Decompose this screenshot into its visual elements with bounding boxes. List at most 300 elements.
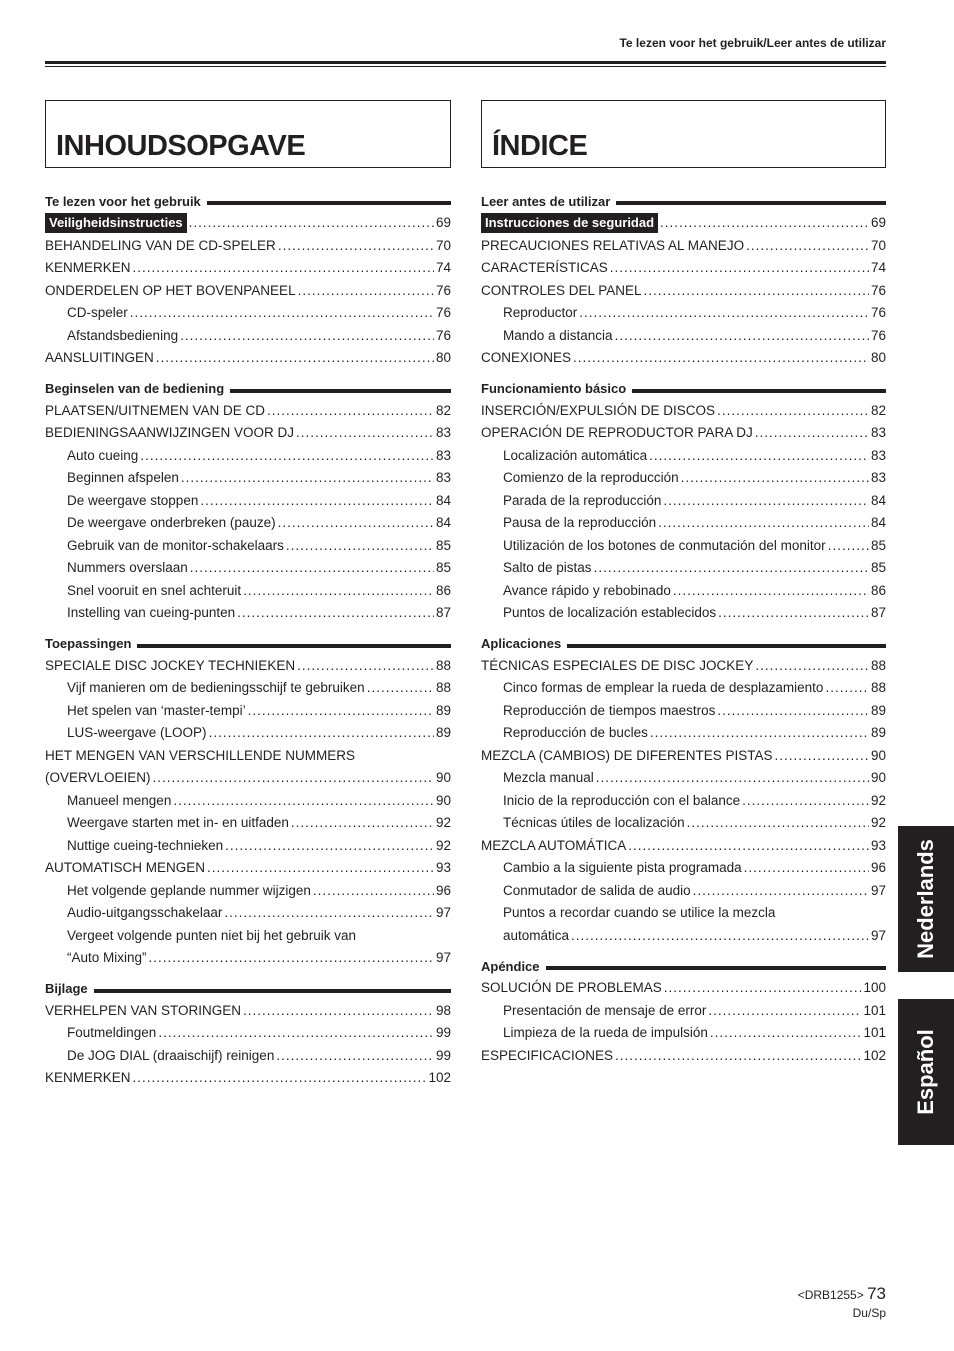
toc-entry-title: Nummers overslaan (67, 560, 188, 575)
toc-entry[interactable] (45, 400, 451, 423)
toc-entry[interactable] (481, 677, 886, 700)
section-heading (481, 955, 886, 977)
section-heading (45, 190, 451, 212)
language-tab-label: Español (913, 1029, 938, 1115)
toc-entry-title: Reproducción de bucles (503, 725, 648, 740)
dot-leader (717, 400, 869, 423)
toc-entry-title: “Auto Mixing” (67, 950, 147, 965)
dot-leader (658, 512, 869, 535)
dot-leader (664, 977, 862, 1000)
toc-entry[interactable] (45, 947, 451, 970)
toc-entry-title: Parada de la reproducción (503, 492, 662, 508)
dot-leader (224, 902, 434, 925)
toc-entry-title: CARACTERÍSTICAS (481, 260, 608, 275)
toc-entry-title: Presentación de mensaje de error (503, 1002, 707, 1018)
dot-leader (571, 925, 869, 948)
toc-entry-title: CONTROLES DEL PANEL (481, 282, 642, 298)
toc-entry-page: 85 (435, 560, 451, 575)
dot-leader (248, 700, 434, 723)
toc-entry-title: Auto cueing (67, 447, 139, 463)
section-rule (632, 389, 886, 393)
dot-leader (158, 1022, 434, 1045)
dot-leader (610, 257, 869, 280)
toc-entry-page: 74 (870, 260, 886, 275)
title-box (45, 100, 451, 168)
toc-entry-page: 97 (870, 927, 886, 943)
toc-entry[interactable] (45, 700, 451, 723)
dot-leader (207, 857, 434, 880)
dot-leader (286, 535, 434, 558)
toc-entry-page: 76 (435, 305, 451, 320)
toc-entry[interactable] (481, 880, 886, 903)
toc-entry-title: Het spelen van ‘master-tempi’ (67, 702, 246, 718)
toc-entry-page: 76 (870, 305, 886, 320)
toc-entry-title: SOLUCIÓN DE PROBLEMAS (481, 980, 662, 995)
toc-entry-title: KENMERKEN (45, 260, 131, 275)
dot-leader (243, 580, 434, 603)
dot-leader (313, 880, 434, 903)
dot-leader (225, 835, 434, 858)
header-rule-thin (45, 66, 886, 67)
toc-entry[interactable] (481, 857, 886, 880)
toc-entry[interactable] (481, 325, 886, 348)
dot-leader (615, 325, 869, 348)
dot-leader (718, 602, 869, 625)
toc-entry[interactable] (45, 422, 451, 445)
page-title: INHOUDSOPGAVE (56, 130, 306, 162)
dot-leader (209, 722, 434, 745)
page-title: ÍNDICE (492, 130, 588, 162)
toc-entry-title: Nuttige cueing-technieken (67, 837, 224, 853)
toc-entry-page: 102 (863, 1047, 886, 1063)
toc-entry-page: 96 (435, 882, 451, 898)
toc-entry-page: 99 (435, 1047, 451, 1063)
toc-entry[interactable] (481, 257, 886, 280)
dot-leader (693, 880, 869, 903)
toc-entry[interactable] (45, 1022, 451, 1045)
section-heading (45, 978, 451, 1000)
toc-entry[interactable] (481, 655, 886, 678)
dot-leader (190, 557, 434, 580)
toc-entry-page: 90 (435, 792, 451, 808)
dot-leader (243, 1000, 434, 1023)
section-heading-label: Toepassingen (45, 636, 132, 651)
section-heading-label: Te lezen voor het gebruik (45, 193, 201, 209)
toc-entry-title: Comienzo de la reproducción (503, 470, 679, 485)
dot-leader (687, 812, 869, 835)
dot-leader (278, 235, 434, 258)
toc-entry[interactable] (481, 422, 886, 445)
toc-entry-title: Snel vooruit en snel achteruit (67, 582, 242, 598)
toc-entry-page: 82 (435, 402, 451, 418)
toc-entry[interactable] (481, 580, 886, 603)
dot-leader (267, 400, 434, 423)
toc-entry-page: 83 (870, 470, 886, 485)
dot-leader (579, 302, 869, 325)
dot-leader (742, 790, 869, 813)
toc-entry[interactable] (481, 347, 886, 370)
toc-list (45, 190, 451, 1090)
toc-entry[interactable] (481, 445, 886, 468)
toc-entry[interactable] (45, 655, 451, 678)
toc-entry-title: MEZCLA AUTOMÁTICA (481, 837, 627, 853)
toc-entry-title: PRECAUCIONES RELATIVAS AL MANEJO (481, 237, 745, 253)
toc-entry[interactable] (481, 212, 886, 235)
toc-entry-page: 70 (870, 237, 886, 253)
toc-entry[interactable] (45, 557, 451, 580)
toc-entry-title: CD-speler (67, 305, 128, 320)
toc-entry-page: 87 (435, 605, 451, 620)
toc-entry[interactable] (481, 535, 886, 558)
toc-entry[interactable] (481, 1000, 886, 1023)
dot-leader (133, 1067, 427, 1090)
section-rule (616, 201, 886, 205)
toc-entry-page: 83 (435, 425, 451, 440)
toc-entry-title: HET MENGEN VAN VERSCHILLENDE NUMMERS (45, 747, 356, 763)
dot-leader (278, 512, 434, 535)
language-tab-espanol[interactable] (898, 999, 954, 1145)
toc-entry[interactable] (45, 602, 451, 625)
section-heading (481, 633, 886, 655)
toc-entry-title: BEHANDELING VAN DE CD-SPELER (45, 237, 276, 253)
section-heading (45, 378, 451, 400)
toc-list (481, 190, 886, 1067)
toc-entry-page: 83 (870, 425, 886, 440)
running-header: Te lezen voor het gebruik/Leer antes de utilizar (619, 36, 886, 50)
toc-entry-page: 76 (435, 282, 451, 298)
toc-entry-page: 85 (870, 537, 886, 553)
toc-entry[interactable] (481, 1022, 886, 1045)
toc-entry-page: 96 (870, 860, 886, 875)
dot-leader (367, 677, 434, 700)
toc-entry-page: 90 (870, 747, 886, 763)
toc-entry-page: 101 (863, 1002, 886, 1018)
page-number: 73 (867, 1284, 886, 1303)
section-rule (230, 389, 451, 393)
language-tab-nederlands[interactable] (898, 826, 954, 972)
toc-column-spanish (481, 100, 886, 1063)
toc-entry[interactable] (45, 835, 451, 858)
toc-entry-title: Gebruik van de monitor-schakelaars (67, 537, 284, 553)
toc-entry-page: 98 (435, 1002, 451, 1018)
dot-leader (628, 835, 869, 858)
dot-leader (181, 467, 434, 490)
dot-leader (650, 722, 869, 745)
toc-entry[interactable] (481, 767, 886, 790)
toc-entry[interactable] (45, 677, 451, 700)
section-heading (45, 633, 451, 655)
footer-language: Du/Sp (852, 1306, 886, 1320)
dot-leader (828, 535, 869, 558)
toc-entry-page: 84 (435, 492, 451, 508)
toc-entry-title: Afstandsbediening (67, 327, 179, 343)
dot-leader (744, 857, 869, 880)
toc-entry[interactable] (45, 302, 451, 325)
toc-entry-page: 92 (870, 815, 886, 830)
doc-code: <DRB1255> (797, 1288, 864, 1302)
toc-entry-title: MEZCLA (CAMBIOS) DE DIFERENTES PISTAS (481, 747, 773, 763)
toc-entry-page: 90 (435, 770, 451, 785)
dot-leader (663, 490, 869, 513)
section-heading (481, 190, 886, 212)
toc-entry[interactable] (45, 257, 451, 280)
section-heading-label: Bijlage (45, 981, 88, 996)
toc-entry[interactable] (45, 490, 451, 513)
toc-entry-title: Cambio a la siguiente pista programada (503, 860, 742, 875)
toc-entry-title: AANSLUITINGEN (45, 350, 154, 365)
dot-leader (755, 422, 869, 445)
toc-entry[interactable] (45, 880, 451, 903)
toc-entry-title: De JOG DIAL (draaischijf) reinigen (67, 1047, 275, 1063)
toc-entry-page: 85 (870, 560, 886, 575)
toc-entry-title: OPERACIÓN DE REPRODUCTOR PARA DJ (481, 425, 753, 440)
toc-entry-page: 99 (435, 1025, 451, 1040)
section-heading-label: Aplicaciones (481, 636, 562, 651)
toc-entry-page: 101 (863, 1025, 886, 1040)
toc-entry-title: Reproductor (503, 305, 578, 320)
toc-entry-page: 83 (435, 447, 451, 463)
toc-entry-title: Inicio de la reproducción con el balance (503, 792, 741, 808)
toc-entry[interactable] (481, 790, 886, 813)
toc-entry-page: 70 (435, 237, 451, 253)
toc-entry-page: 92 (870, 792, 886, 808)
section-rule (546, 966, 886, 970)
toc-entry-title: Limpieza de la rueda de impulsión (503, 1025, 708, 1040)
toc-entry[interactable] (45, 790, 451, 813)
toc-entry-title: Puntos a recordar cuando se utilice la mezcla (503, 905, 776, 920)
dot-leader (133, 257, 434, 280)
dot-leader (237, 602, 434, 625)
toc-entry-page: 69 (435, 215, 451, 230)
toc-entry[interactable] (481, 745, 886, 768)
toc-entry-title: AUTOMATISCH MENGEN (45, 860, 206, 875)
toc-entry-title: (OVERVLOEIEN) (45, 770, 151, 785)
dot-leader (649, 445, 869, 468)
toc-entry[interactable] (481, 602, 886, 625)
toc-entry-title: Técnicas útiles de localización (503, 815, 685, 830)
dot-leader (573, 347, 869, 370)
dot-leader (644, 280, 869, 303)
toc-entry[interactable] (481, 835, 886, 858)
toc-entry-title: Reproducción de tiempos maestros (503, 702, 716, 718)
toc-entry-title: CONEXIONES (481, 350, 572, 365)
toc-entry[interactable] (481, 722, 886, 745)
header-rule (45, 61, 886, 64)
toc-entry-title: Pausa de la reproducción (503, 515, 657, 530)
footer-doc-code (798, 1284, 886, 1304)
dot-leader (153, 767, 434, 790)
toc-entry-page: 88 (435, 657, 451, 673)
toc-entry-page: 97 (435, 950, 451, 965)
toc-entry-page: 97 (870, 882, 886, 898)
dot-leader (681, 467, 869, 490)
dot-leader (615, 1045, 861, 1068)
section-heading-label: Apéndice (481, 958, 540, 974)
dot-leader (298, 280, 434, 303)
toc-entry[interactable] (481, 902, 886, 925)
toc-entry[interactable] (45, 812, 451, 835)
section-rule (137, 644, 451, 648)
toc-entry-page: 86 (870, 582, 886, 598)
toc-entry-page: 76 (870, 327, 886, 343)
section-rule (94, 989, 451, 993)
toc-entry-title: KENMERKEN (45, 1070, 131, 1085)
toc-entry[interactable] (45, 767, 451, 790)
toc-entry[interactable] (45, 857, 451, 880)
toc-entry-title: Avance rápido y rebobinado (503, 582, 671, 598)
toc-entry[interactable] (45, 925, 451, 948)
toc-entry[interactable] (481, 490, 886, 513)
section-rule (207, 201, 451, 205)
toc-entry-title: automática (503, 927, 570, 943)
toc-entry[interactable] (45, 902, 451, 925)
toc-entry-title: BEDIENINGSAANWIJZINGEN VOOR DJ (45, 425, 295, 440)
toc-entry[interactable] (481, 235, 886, 258)
toc-entry-page: 93 (435, 860, 451, 875)
dot-leader (180, 325, 434, 348)
toc-entry-title: Salto de pistas (503, 560, 592, 575)
toc-entry[interactable] (45, 1067, 451, 1090)
toc-entry-title: Utilización de los botones de conmutación del monitor (503, 537, 826, 553)
dot-leader (746, 235, 869, 258)
toc-entry-page: 100 (863, 980, 886, 995)
toc-entry-page: 83 (435, 470, 451, 485)
dot-leader (673, 580, 869, 603)
dot-leader (130, 302, 434, 325)
toc-entry-title: Puntos de localización establecidos (503, 605, 717, 620)
toc-entry[interactable] (481, 812, 886, 835)
dot-leader (296, 422, 434, 445)
toc-entry-title: Beginnen afspelen (67, 470, 179, 485)
toc-entry-page: 88 (870, 680, 886, 695)
toc-entry-title: Instelling van cueing-punten (67, 605, 236, 620)
toc-entry-title: Foutmeldingen (67, 1025, 157, 1040)
toc-entry-page: 89 (870, 702, 886, 718)
section-heading-label: Funcionamiento básico (481, 381, 627, 396)
dot-leader (708, 1000, 861, 1023)
toc-entry-title: ONDERDELEN OP HET BOVENPANEEL (45, 282, 296, 298)
toc-entry-title: INSERCIÓN/EXPULSIÓN DE DISCOS (481, 402, 716, 418)
toc-entry-page: 83 (870, 447, 886, 463)
toc-entry[interactable] (45, 512, 451, 535)
dot-leader (825, 677, 869, 700)
toc-entry[interactable] (481, 400, 886, 423)
toc-entry[interactable] (45, 467, 451, 490)
dot-leader (297, 655, 434, 678)
toc-entry[interactable] (45, 1000, 451, 1023)
dot-leader (200, 490, 434, 513)
toc-entry[interactable] (45, 1045, 451, 1068)
toc-entry[interactable] (45, 445, 451, 468)
toc-entry-page: 69 (870, 215, 886, 230)
dot-leader (276, 1045, 434, 1068)
dot-leader (775, 745, 869, 768)
toc-entry-page: 80 (435, 350, 451, 365)
toc-entry[interactable] (481, 280, 886, 303)
toc-entry-title: Manueel mengen (67, 792, 172, 808)
toc-entry[interactable] (45, 280, 451, 303)
toc-entry-title: PLAATSEN/UITNEMEN VAN DE CD (45, 402, 266, 418)
toc-entry-title: Cinco formas de emplear la rueda de desplazamiento (503, 680, 824, 695)
toc-entry[interactable] (45, 722, 451, 745)
toc-entry-title: SPECIALE DISC JOCKEY TECHNIEKEN (45, 657, 296, 673)
toc-entry[interactable] (481, 700, 886, 723)
toc-entry-title: Het volgende geplande nummer wijzigen (67, 882, 311, 898)
toc-entry[interactable] (45, 212, 451, 235)
toc-entry-title: Audio-uitgangsschakelaar (67, 905, 223, 920)
dot-leader (149, 947, 434, 970)
language-tab-label: Nederlands (913, 839, 938, 959)
toc-entry-page: 92 (435, 815, 451, 830)
toc-entry[interactable] (45, 347, 451, 370)
toc-entry-page: 84 (870, 492, 886, 508)
section-heading-label: Beginselen van de bediening (45, 381, 225, 396)
toc-entry-page: 97 (435, 905, 451, 920)
toc-entry-title: De weergave onderbreken (pauze) (67, 515, 276, 530)
toc-entry-title: TÉCNICAS ESPECIALES DE DISC JOCKEY (481, 657, 754, 673)
toc-entry-title: Mando a distancia (503, 327, 613, 343)
toc-entry-page: 93 (870, 837, 886, 853)
toc-entry-page: 89 (435, 725, 451, 740)
dot-leader (156, 347, 434, 370)
section-rule (567, 644, 886, 648)
title-box (481, 100, 886, 168)
toc-entry[interactable] (45, 325, 451, 348)
toc-entry-title: Mezcla manual (503, 770, 594, 785)
toc-entry-page: 84 (435, 515, 451, 530)
toc-entry-title: Weergave starten met in- en uitfaden (67, 815, 289, 830)
toc-entry[interactable] (45, 580, 451, 603)
toc-entry-title: LUS-weergave (LOOP) (67, 725, 207, 740)
toc-entry-title: Conmutador de salida de audio (503, 882, 691, 898)
toc-entry-page: 76 (435, 327, 451, 343)
toc-entry[interactable] (481, 977, 886, 1000)
toc-entry-page: 89 (870, 725, 886, 740)
toc-entry[interactable] (45, 535, 451, 558)
section-heading-label: Leer antes de utilizar (481, 193, 611, 209)
toc-entry-page: 74 (435, 260, 451, 275)
toc-entry[interactable] (481, 1045, 886, 1068)
dot-leader (140, 445, 434, 468)
toc-entry-title: Instrucciones de seguridad (481, 213, 658, 233)
toc-entry[interactable] (481, 512, 886, 535)
toc-entry[interactable] (481, 925, 886, 948)
toc-entry-page: 84 (870, 515, 886, 530)
toc-entry-page: 80 (870, 350, 886, 365)
toc-entry-page: 102 (428, 1070, 451, 1085)
toc-entry-page: 86 (435, 582, 451, 598)
toc-entry-page: 92 (435, 837, 451, 853)
toc-entry[interactable] (45, 235, 451, 258)
toc-entry-title: Veiligheidsinstructies (45, 213, 187, 233)
toc-entry[interactable] (481, 557, 886, 580)
toc-entry-title: VERHELPEN VAN STORINGEN (45, 1002, 242, 1018)
dot-leader (660, 212, 869, 235)
section-heading (481, 378, 886, 400)
dot-leader (717, 700, 869, 723)
toc-entry-page: 87 (870, 605, 886, 620)
toc-entry-title: ESPECIFICACIONES (481, 1047, 614, 1063)
dot-leader (710, 1022, 862, 1045)
toc-entry-page: 76 (870, 282, 886, 298)
toc-entry[interactable] (481, 467, 886, 490)
toc-entry[interactable] (45, 745, 451, 768)
toc-entry-title: Localización automática (503, 447, 648, 463)
toc-entry[interactable] (481, 302, 886, 325)
toc-entry-page: 82 (870, 402, 886, 418)
toc-entry-page: 90 (870, 770, 886, 785)
toc-column-dutch (45, 100, 451, 1085)
